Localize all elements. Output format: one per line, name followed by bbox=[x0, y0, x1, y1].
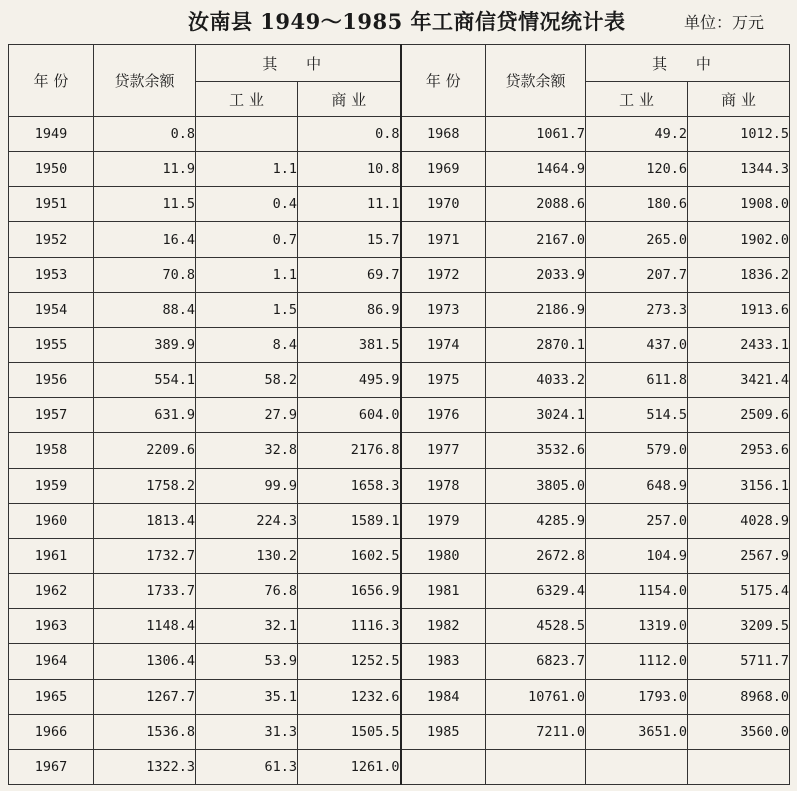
loan-balance-cell: 1464.9 bbox=[486, 152, 586, 187]
commerce-cell: 3209.5 bbox=[688, 609, 790, 644]
loan-balance-cell: 6823.7 bbox=[486, 644, 586, 679]
year-cell: 1967 bbox=[9, 749, 94, 784]
industry-cell: 0.4 bbox=[196, 187, 298, 222]
industry-cell: 1793.0 bbox=[586, 679, 688, 714]
table-row bbox=[9, 468, 790, 503]
loan-balance-cell: 4033.2 bbox=[486, 363, 586, 398]
loan-balance-cell: 1267.7 bbox=[94, 679, 196, 714]
header-commerce-right: 商 业 bbox=[688, 82, 790, 117]
loan-balance-cell: 4528.5 bbox=[486, 609, 586, 644]
commerce-cell: 15.7 bbox=[298, 222, 401, 257]
commerce-cell: 1505.5 bbox=[298, 714, 401, 749]
year-cell: 1964 bbox=[9, 644, 94, 679]
year-cell: 1957 bbox=[9, 398, 94, 433]
commerce-cell: 8968.0 bbox=[688, 679, 790, 714]
table-row bbox=[9, 222, 790, 257]
table-row bbox=[9, 644, 790, 679]
year-cell: 1982 bbox=[401, 609, 486, 644]
loan-balance-cell: 1758.2 bbox=[94, 468, 196, 503]
commerce-cell bbox=[688, 749, 790, 784]
industry-cell bbox=[196, 117, 298, 152]
year-cell: 1984 bbox=[401, 679, 486, 714]
loan-balance-cell: 1306.4 bbox=[94, 644, 196, 679]
year-cell: 1955 bbox=[9, 327, 94, 362]
table-row bbox=[9, 327, 790, 362]
commerce-cell: 604.0 bbox=[298, 398, 401, 433]
loan-balance-cell: 1322.3 bbox=[94, 749, 196, 784]
loan-balance-cell: 1733.7 bbox=[94, 574, 196, 609]
commerce-cell: 1252.5 bbox=[298, 644, 401, 679]
industry-cell: 32.8 bbox=[196, 433, 298, 468]
loan-balance-cell: 10761.0 bbox=[486, 679, 586, 714]
industry-cell: 35.1 bbox=[196, 679, 298, 714]
industry-cell: 120.6 bbox=[586, 152, 688, 187]
table-row bbox=[9, 503, 790, 538]
industry-cell: 0.7 bbox=[196, 222, 298, 257]
commerce-cell: 3560.0 bbox=[688, 714, 790, 749]
header-loan-balance-right: 贷款余额 bbox=[486, 45, 586, 117]
loan-balance-cell: 2209.6 bbox=[94, 433, 196, 468]
year-cell: 1965 bbox=[9, 679, 94, 714]
table-row bbox=[9, 117, 790, 152]
year-cell: 1968 bbox=[401, 117, 486, 152]
commerce-cell: 3421.4 bbox=[688, 363, 790, 398]
loan-balance-cell: 3024.1 bbox=[486, 398, 586, 433]
year-cell: 1950 bbox=[9, 152, 94, 187]
industry-cell: 265.0 bbox=[586, 222, 688, 257]
table-row bbox=[9, 714, 790, 749]
year-cell: 1960 bbox=[9, 503, 94, 538]
commerce-cell: 3156.1 bbox=[688, 468, 790, 503]
year-cell: 1966 bbox=[9, 714, 94, 749]
header-industry-right: 工 业 bbox=[586, 82, 688, 117]
loan-balance-cell: 3532.6 bbox=[486, 433, 586, 468]
commerce-cell: 5175.4 bbox=[688, 574, 790, 609]
year-cell: 1981 bbox=[401, 574, 486, 609]
year-cell: 1951 bbox=[9, 187, 94, 222]
year-cell: 1974 bbox=[401, 327, 486, 362]
industry-cell: 1.5 bbox=[196, 292, 298, 327]
industry-cell: 58.2 bbox=[196, 363, 298, 398]
year-cell: 1972 bbox=[401, 257, 486, 292]
commerce-cell: 69.7 bbox=[298, 257, 401, 292]
header-industry-left: 工 业 bbox=[196, 82, 298, 117]
year-cell: 1956 bbox=[9, 363, 94, 398]
loan-balance-cell: 1148.4 bbox=[94, 609, 196, 644]
loan-balance-cell: 1813.4 bbox=[94, 503, 196, 538]
industry-cell: 257.0 bbox=[586, 503, 688, 538]
commerce-cell: 1116.3 bbox=[298, 609, 401, 644]
industry-cell: 1319.0 bbox=[586, 609, 688, 644]
header-commerce-left: 商 业 bbox=[298, 82, 401, 117]
industry-cell: 437.0 bbox=[586, 327, 688, 362]
industry-cell: 1.1 bbox=[196, 152, 298, 187]
table-title-bar bbox=[0, 4, 797, 38]
commerce-cell: 1232.6 bbox=[298, 679, 401, 714]
header-row-1 bbox=[9, 45, 790, 82]
loan-balance-cell: 1061.7 bbox=[486, 117, 586, 152]
table-row bbox=[9, 292, 790, 327]
commerce-cell: 0.8 bbox=[298, 117, 401, 152]
commerce-cell: 381.5 bbox=[298, 327, 401, 362]
loan-balance-cell: 2186.9 bbox=[486, 292, 586, 327]
year-cell: 1975 bbox=[401, 363, 486, 398]
header-of-which-left: 其 中 bbox=[196, 45, 401, 82]
industry-cell: 579.0 bbox=[586, 433, 688, 468]
industry-cell: 611.8 bbox=[586, 363, 688, 398]
loan-balance-cell: 2672.8 bbox=[486, 538, 586, 573]
table-row bbox=[9, 433, 790, 468]
loan-balance-cell: 3805.0 bbox=[486, 468, 586, 503]
year-cell: 1952 bbox=[9, 222, 94, 257]
industry-cell bbox=[586, 749, 688, 784]
loan-balance-cell: 16.4 bbox=[94, 222, 196, 257]
year-cell: 1963 bbox=[9, 609, 94, 644]
commerce-cell: 2953.6 bbox=[688, 433, 790, 468]
commerce-cell: 2176.8 bbox=[298, 433, 401, 468]
industry-cell: 1.1 bbox=[196, 257, 298, 292]
commerce-cell: 1344.3 bbox=[688, 152, 790, 187]
unit-label: 单位：万元 bbox=[684, 13, 765, 32]
loan-balance-cell: 4285.9 bbox=[486, 503, 586, 538]
industry-cell: 27.9 bbox=[196, 398, 298, 433]
year-cell: 1962 bbox=[9, 574, 94, 609]
header-year-right: 年 份 bbox=[401, 45, 486, 117]
commerce-cell: 495.9 bbox=[298, 363, 401, 398]
year-cell: 1978 bbox=[401, 468, 486, 503]
year-cell: 1970 bbox=[401, 187, 486, 222]
loan-balance-cell bbox=[486, 749, 586, 784]
commerce-cell: 1656.9 bbox=[298, 574, 401, 609]
year-cell: 1980 bbox=[401, 538, 486, 573]
loan-balance-cell: 2870.1 bbox=[486, 327, 586, 362]
table-row bbox=[9, 152, 790, 187]
table-body bbox=[9, 117, 790, 785]
loan-balance-cell: 7211.0 bbox=[486, 714, 586, 749]
year-cell: 1983 bbox=[401, 644, 486, 679]
commerce-cell: 2433.1 bbox=[688, 327, 790, 362]
industry-cell: 130.2 bbox=[196, 538, 298, 573]
loan-balance-cell: 11.9 bbox=[94, 152, 196, 187]
loan-balance-cell: 2088.6 bbox=[486, 187, 586, 222]
header-year-left: 年 份 bbox=[9, 45, 94, 117]
industry-cell: 514.5 bbox=[586, 398, 688, 433]
commerce-cell: 1602.5 bbox=[298, 538, 401, 573]
loan-balance-cell: 88.4 bbox=[94, 292, 196, 327]
year-cell: 1959 bbox=[9, 468, 94, 503]
commerce-cell: 1908.0 bbox=[688, 187, 790, 222]
loan-balance-cell: 70.8 bbox=[94, 257, 196, 292]
table-row bbox=[9, 574, 790, 609]
table-row bbox=[9, 257, 790, 292]
year-cell: 1985 bbox=[401, 714, 486, 749]
year-cell: 1953 bbox=[9, 257, 94, 292]
industry-cell: 207.7 bbox=[586, 257, 688, 292]
credit-statistics-table bbox=[8, 44, 790, 785]
table-row bbox=[9, 363, 790, 398]
year-cell: 1973 bbox=[401, 292, 486, 327]
loan-balance-cell: 554.1 bbox=[94, 363, 196, 398]
commerce-cell: 1012.5 bbox=[688, 117, 790, 152]
loan-balance-cell: 2167.0 bbox=[486, 222, 586, 257]
loan-balance-cell: 389.9 bbox=[94, 327, 196, 362]
commerce-cell: 1261.0 bbox=[298, 749, 401, 784]
table-row bbox=[9, 398, 790, 433]
commerce-cell: 1589.1 bbox=[298, 503, 401, 538]
year-cell: 1971 bbox=[401, 222, 486, 257]
commerce-cell: 10.8 bbox=[298, 152, 401, 187]
industry-cell: 1112.0 bbox=[586, 644, 688, 679]
commerce-cell: 1902.0 bbox=[688, 222, 790, 257]
header-loan-balance-left: 贷款余额 bbox=[94, 45, 196, 117]
industry-cell: 8.4 bbox=[196, 327, 298, 362]
industry-cell: 31.3 bbox=[196, 714, 298, 749]
year-cell bbox=[401, 749, 486, 784]
table-row bbox=[9, 187, 790, 222]
year-cell: 1961 bbox=[9, 538, 94, 573]
year-cell: 1976 bbox=[401, 398, 486, 433]
year-cell: 1969 bbox=[401, 152, 486, 187]
loan-balance-cell: 2033.9 bbox=[486, 257, 586, 292]
commerce-cell: 2567.9 bbox=[688, 538, 790, 573]
industry-cell: 180.6 bbox=[586, 187, 688, 222]
header-of-which-right: 其 中 bbox=[586, 45, 790, 82]
industry-cell: 99.9 bbox=[196, 468, 298, 503]
loan-balance-cell: 631.9 bbox=[94, 398, 196, 433]
industry-cell: 32.1 bbox=[196, 609, 298, 644]
commerce-cell: 2509.6 bbox=[688, 398, 790, 433]
year-cell: 1949 bbox=[9, 117, 94, 152]
table-row bbox=[9, 538, 790, 573]
industry-cell: 273.3 bbox=[586, 292, 688, 327]
table-row bbox=[9, 609, 790, 644]
year-cell: 1954 bbox=[9, 292, 94, 327]
industry-cell: 3651.0 bbox=[586, 714, 688, 749]
year-cell: 1979 bbox=[401, 503, 486, 538]
industry-cell: 104.9 bbox=[586, 538, 688, 573]
loan-balance-cell: 0.8 bbox=[94, 117, 196, 152]
industry-cell: 49.2 bbox=[586, 117, 688, 152]
commerce-cell: 4028.9 bbox=[688, 503, 790, 538]
loan-balance-cell: 1732.7 bbox=[94, 538, 196, 573]
loan-balance-cell: 11.5 bbox=[94, 187, 196, 222]
loan-balance-cell: 1536.8 bbox=[94, 714, 196, 749]
commerce-cell: 5711.7 bbox=[688, 644, 790, 679]
industry-cell: 648.9 bbox=[586, 468, 688, 503]
page-title: 汝南县 1949～1985 年工商信贷情况统计表 bbox=[188, 9, 626, 34]
commerce-cell: 86.9 bbox=[298, 292, 401, 327]
commerce-cell: 1658.3 bbox=[298, 468, 401, 503]
commerce-cell: 11.1 bbox=[298, 187, 401, 222]
table-row bbox=[9, 749, 790, 784]
table-row bbox=[9, 679, 790, 714]
year-cell: 1977 bbox=[401, 433, 486, 468]
industry-cell: 61.3 bbox=[196, 749, 298, 784]
industry-cell: 53.9 bbox=[196, 644, 298, 679]
loan-balance-cell: 6329.4 bbox=[486, 574, 586, 609]
commerce-cell: 1913.6 bbox=[688, 292, 790, 327]
industry-cell: 1154.0 bbox=[586, 574, 688, 609]
industry-cell: 224.3 bbox=[196, 503, 298, 538]
year-cell: 1958 bbox=[9, 433, 94, 468]
commerce-cell: 1836.2 bbox=[688, 257, 790, 292]
industry-cell: 76.8 bbox=[196, 574, 298, 609]
